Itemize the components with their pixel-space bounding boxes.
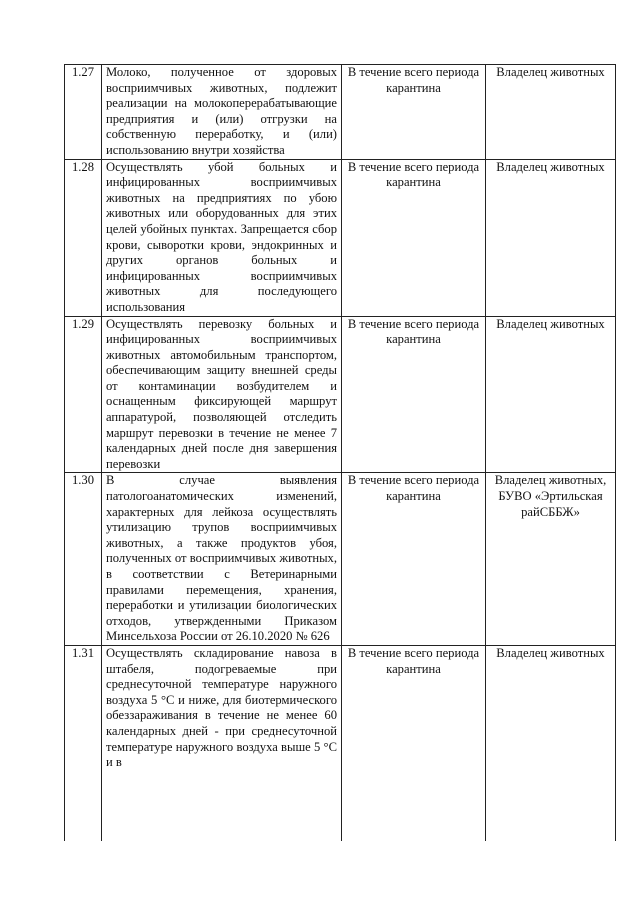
row-number: 1.29 (65, 316, 102, 473)
table-row (65, 316, 616, 473)
table-row (65, 159, 616, 316)
measure-text: В случае выявления патологоанатомических изменений, характерных для лейкоза осуществлять утилизацию трупов восприимчивых животных, а также продуктов убоя, полученных от восприимчивых животных, в соответствии с Ветеринарными правилами перемещения, хранения, переработки и утилизации биологических отходов, утвержденными Приказом Минсельхоза России от 26.10.2020 № 626 (102, 473, 342, 646)
row-number: 1.30 (65, 473, 102, 646)
measure-term: В течение всего периода карантина (342, 645, 486, 841)
measure-text: Осуществлять убой больных и инфицированных восприимчивых животных на предприятиях по убою животных или оборудованных для этих целей убойных пунктах. Запрещается сбор крови, сыворотки крови, эндокринных и других органов больных и инфицированных восприимчивых животных для последующего использования (102, 159, 342, 316)
measure-responsible: Владелец животных, БУВО «Эртильская райСББЖ» (486, 473, 616, 646)
measure-responsible: Владелец животных (486, 645, 616, 841)
table-row (65, 473, 616, 646)
measure-term: В течение всего периода карантина (342, 65, 486, 160)
measures-table (64, 64, 616, 841)
measure-text: Молоко, полученное от здоровых восприимчивых животных, подлежит реализации на молокоперерабатывающие предприятия и (или) отгрузки на собственную переработку, и (или) использованию внутри хозяйства (102, 65, 342, 160)
measure-responsible: Владелец животных (486, 316, 616, 473)
row-number: 1.31 (65, 645, 102, 841)
row-number: 1.27 (65, 65, 102, 160)
measure-responsible: Владелец животных (486, 65, 616, 160)
measure-term: В течение всего периода карантина (342, 316, 486, 473)
measure-text: Осуществлять складирование навоза в штабеля, подогреваемые при среднесуточной температуре наружного воздуха 5 °С и ниже, для биотермического обеззараживания в течение не менее 60 календарных дней - при среднесуточной температуре наружного воздуха выше 5 °С и в (102, 645, 342, 841)
measure-text: Осуществлять перевозку больных и инфицированных восприимчивых животных автомобильным транспортом, обеспечивающим защиту внешней среды от контаминации возбудителем и оснащенным фиксирующей маршрут аппаратурой, позволяющей отследить маршрут перевозки в течение не менее 7 календарных дней после дня завершения перевозки (102, 316, 342, 473)
table-row (65, 65, 616, 160)
row-number: 1.28 (65, 159, 102, 316)
measure-term: В течение всего периода карантина (342, 159, 486, 316)
measure-responsible: Владелец животных (486, 159, 616, 316)
measure-term: В течение всего периода карантина (342, 473, 486, 646)
table-row (65, 645, 616, 841)
